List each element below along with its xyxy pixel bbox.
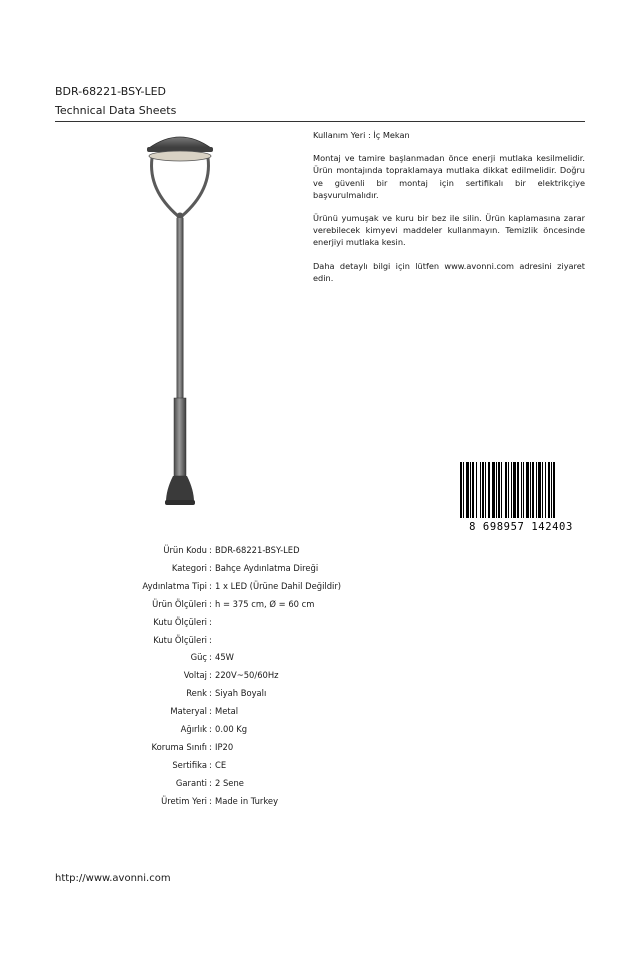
spec-label: Ürün Ölçüleri: [152, 598, 207, 609]
spec-row: [0, 652, 640, 670]
barcode-number: 8 698957 142403: [469, 521, 573, 532]
barcode-bar: [521, 462, 522, 518]
spec-separator: :: [209, 598, 212, 609]
usage-location: Kullanım Yeri : İç Mekan: [313, 130, 410, 140]
spec-row: [0, 724, 640, 742]
spec-label: Koruma Sınıfı: [151, 741, 207, 752]
product-code-title: BDR-68221-BSY-LED: [55, 85, 167, 98]
barcode-bar: [508, 462, 509, 518]
barcode-bar: [545, 462, 546, 518]
spec-row: [0, 635, 640, 653]
spec-value: CE: [215, 759, 227, 770]
spec-separator: :: [209, 580, 212, 591]
spec-value: Siyah Boyalı: [215, 688, 267, 699]
spec-separator: :: [209, 670, 212, 681]
barcode-bar: [551, 462, 552, 518]
barcode-bar: [501, 462, 502, 518]
spec-row: [0, 670, 640, 688]
barcode-bar: [472, 462, 474, 518]
spec-label: Aydınlatma Tipi: [142, 580, 207, 591]
spec-label: Garanti: [175, 777, 207, 788]
barcode-bar: [505, 462, 507, 518]
spec-value: 45W: [215, 652, 234, 663]
spec-separator: :: [209, 562, 212, 573]
spec-row: [0, 778, 640, 796]
spec-row: [0, 760, 640, 778]
barcode-bar: [496, 462, 497, 518]
barcode-bar: [532, 462, 534, 518]
spec-separator: :: [209, 616, 212, 627]
spec-separator: :: [209, 759, 212, 770]
spec-separator: :: [209, 777, 212, 788]
spec-value: BDR-68221-BSY-LED: [215, 545, 300, 555]
spec-value: Made in Turkey: [215, 795, 279, 806]
spec-label: Renk: [186, 688, 207, 699]
barcode-bar: [480, 462, 481, 518]
cleaning-paragraph: Ürünü yumuşak ve kuru bir bez ile silin. Ürün kaplamasına zarar verebilecek kimyevi maddeler kullanmayın. Temizlik öncesinde enerjiyi mutlaka kesin.: [313, 213, 585, 248]
spec-value: 1 x LED (Ürüne Dahil Değildir): [215, 580, 342, 591]
spec-separator: :: [209, 724, 212, 734]
spec-value: Metal: [215, 706, 239, 717]
spec-label: Güç: [190, 652, 207, 663]
barcode-bar: [548, 462, 550, 518]
barcode-image: [458, 462, 584, 532]
spec-label: Kutu Ölçüleri: [153, 616, 207, 627]
spec-separator: :: [209, 706, 212, 717]
spec-row: [0, 545, 640, 563]
barcode-bar: [466, 462, 469, 518]
spec-row: [0, 742, 640, 760]
spec-value: 2 Sene: [215, 777, 244, 788]
barcode-bar: [470, 462, 471, 518]
barcode-bar: [463, 462, 464, 518]
spec-label: Ürün Kodu: [163, 545, 207, 555]
barcode-bar: [488, 462, 490, 518]
spec-separator: :: [209, 545, 212, 555]
spec-label: Kategori: [171, 562, 207, 573]
spec-label: Materyal: [170, 706, 207, 717]
barcode-bar: [542, 462, 543, 518]
footer-url[interactable]: http://www.avonni.com: [55, 873, 171, 884]
info-text-block: [313, 129, 585, 284]
spec-separator: :: [209, 795, 212, 806]
spec-label: Sertifika: [172, 759, 207, 770]
spec-row: [0, 706, 640, 724]
document-header: [55, 84, 585, 122]
spec-separator: :: [209, 688, 212, 699]
barcode-bar: [530, 462, 531, 518]
header-divider: [55, 121, 585, 122]
barcode-bar: [523, 462, 524, 518]
spec-value: Bahçe Aydınlatma Direği: [215, 562, 319, 573]
document-subtitle: Technical Data Sheets: [55, 104, 177, 117]
spec-value: IP20: [215, 741, 234, 752]
barcode-bar: [492, 462, 495, 518]
spec-label: Voltaj: [183, 670, 207, 681]
barcode-bar: [482, 462, 484, 518]
spec-row: [0, 563, 640, 581]
spec-separator: :: [209, 652, 212, 663]
spec-value: 0.00 Kg: [215, 724, 248, 734]
barcode-bar: [513, 462, 516, 518]
spec-label: Ağırlık: [180, 724, 207, 734]
spec-row: [0, 617, 640, 635]
barcode-bar: [511, 462, 512, 518]
barcode-bar: [498, 462, 500, 518]
barcode-bar: [517, 462, 519, 518]
barcode-bar: [538, 462, 541, 518]
barcode-bar: [536, 462, 537, 518]
safety-paragraph: Montaj ve tamire başlanmadan önce enerji mutlaka kesilmelidir. Ürün montajında topraklamaya mutlaka dikkat edilmelidir. Doğru ve güvenli bir montaj için sertifikalı bir elektrikçiye başvurulmalıdır.: [313, 153, 585, 200]
spec-row: [0, 599, 640, 617]
barcode-bar: [476, 462, 477, 518]
barcode-bar: [553, 462, 555, 518]
spec-label: Üretim Yeri: [161, 795, 207, 806]
spec-value: 220V~50/60Hz: [215, 670, 279, 681]
more-info-paragraph: Daha detaylı bilgi için lütfen www.avonni.com adresini ziyaret edin.: [313, 260, 585, 283]
barcode-bar: [485, 462, 486, 518]
spec-value: h = 375 cm, Ø = 60 cm: [215, 598, 315, 609]
barcode-bar: [460, 462, 462, 518]
spec-separator: :: [209, 634, 212, 645]
spec-row: [0, 796, 640, 814]
spec-row: [0, 581, 640, 599]
barcode-bar: [526, 462, 529, 518]
spec-separator: :: [209, 741, 212, 752]
spec-label: Kutu Ölçüleri: [153, 634, 207, 645]
lamp-product-image: [140, 128, 220, 512]
spec-row: [0, 688, 640, 706]
